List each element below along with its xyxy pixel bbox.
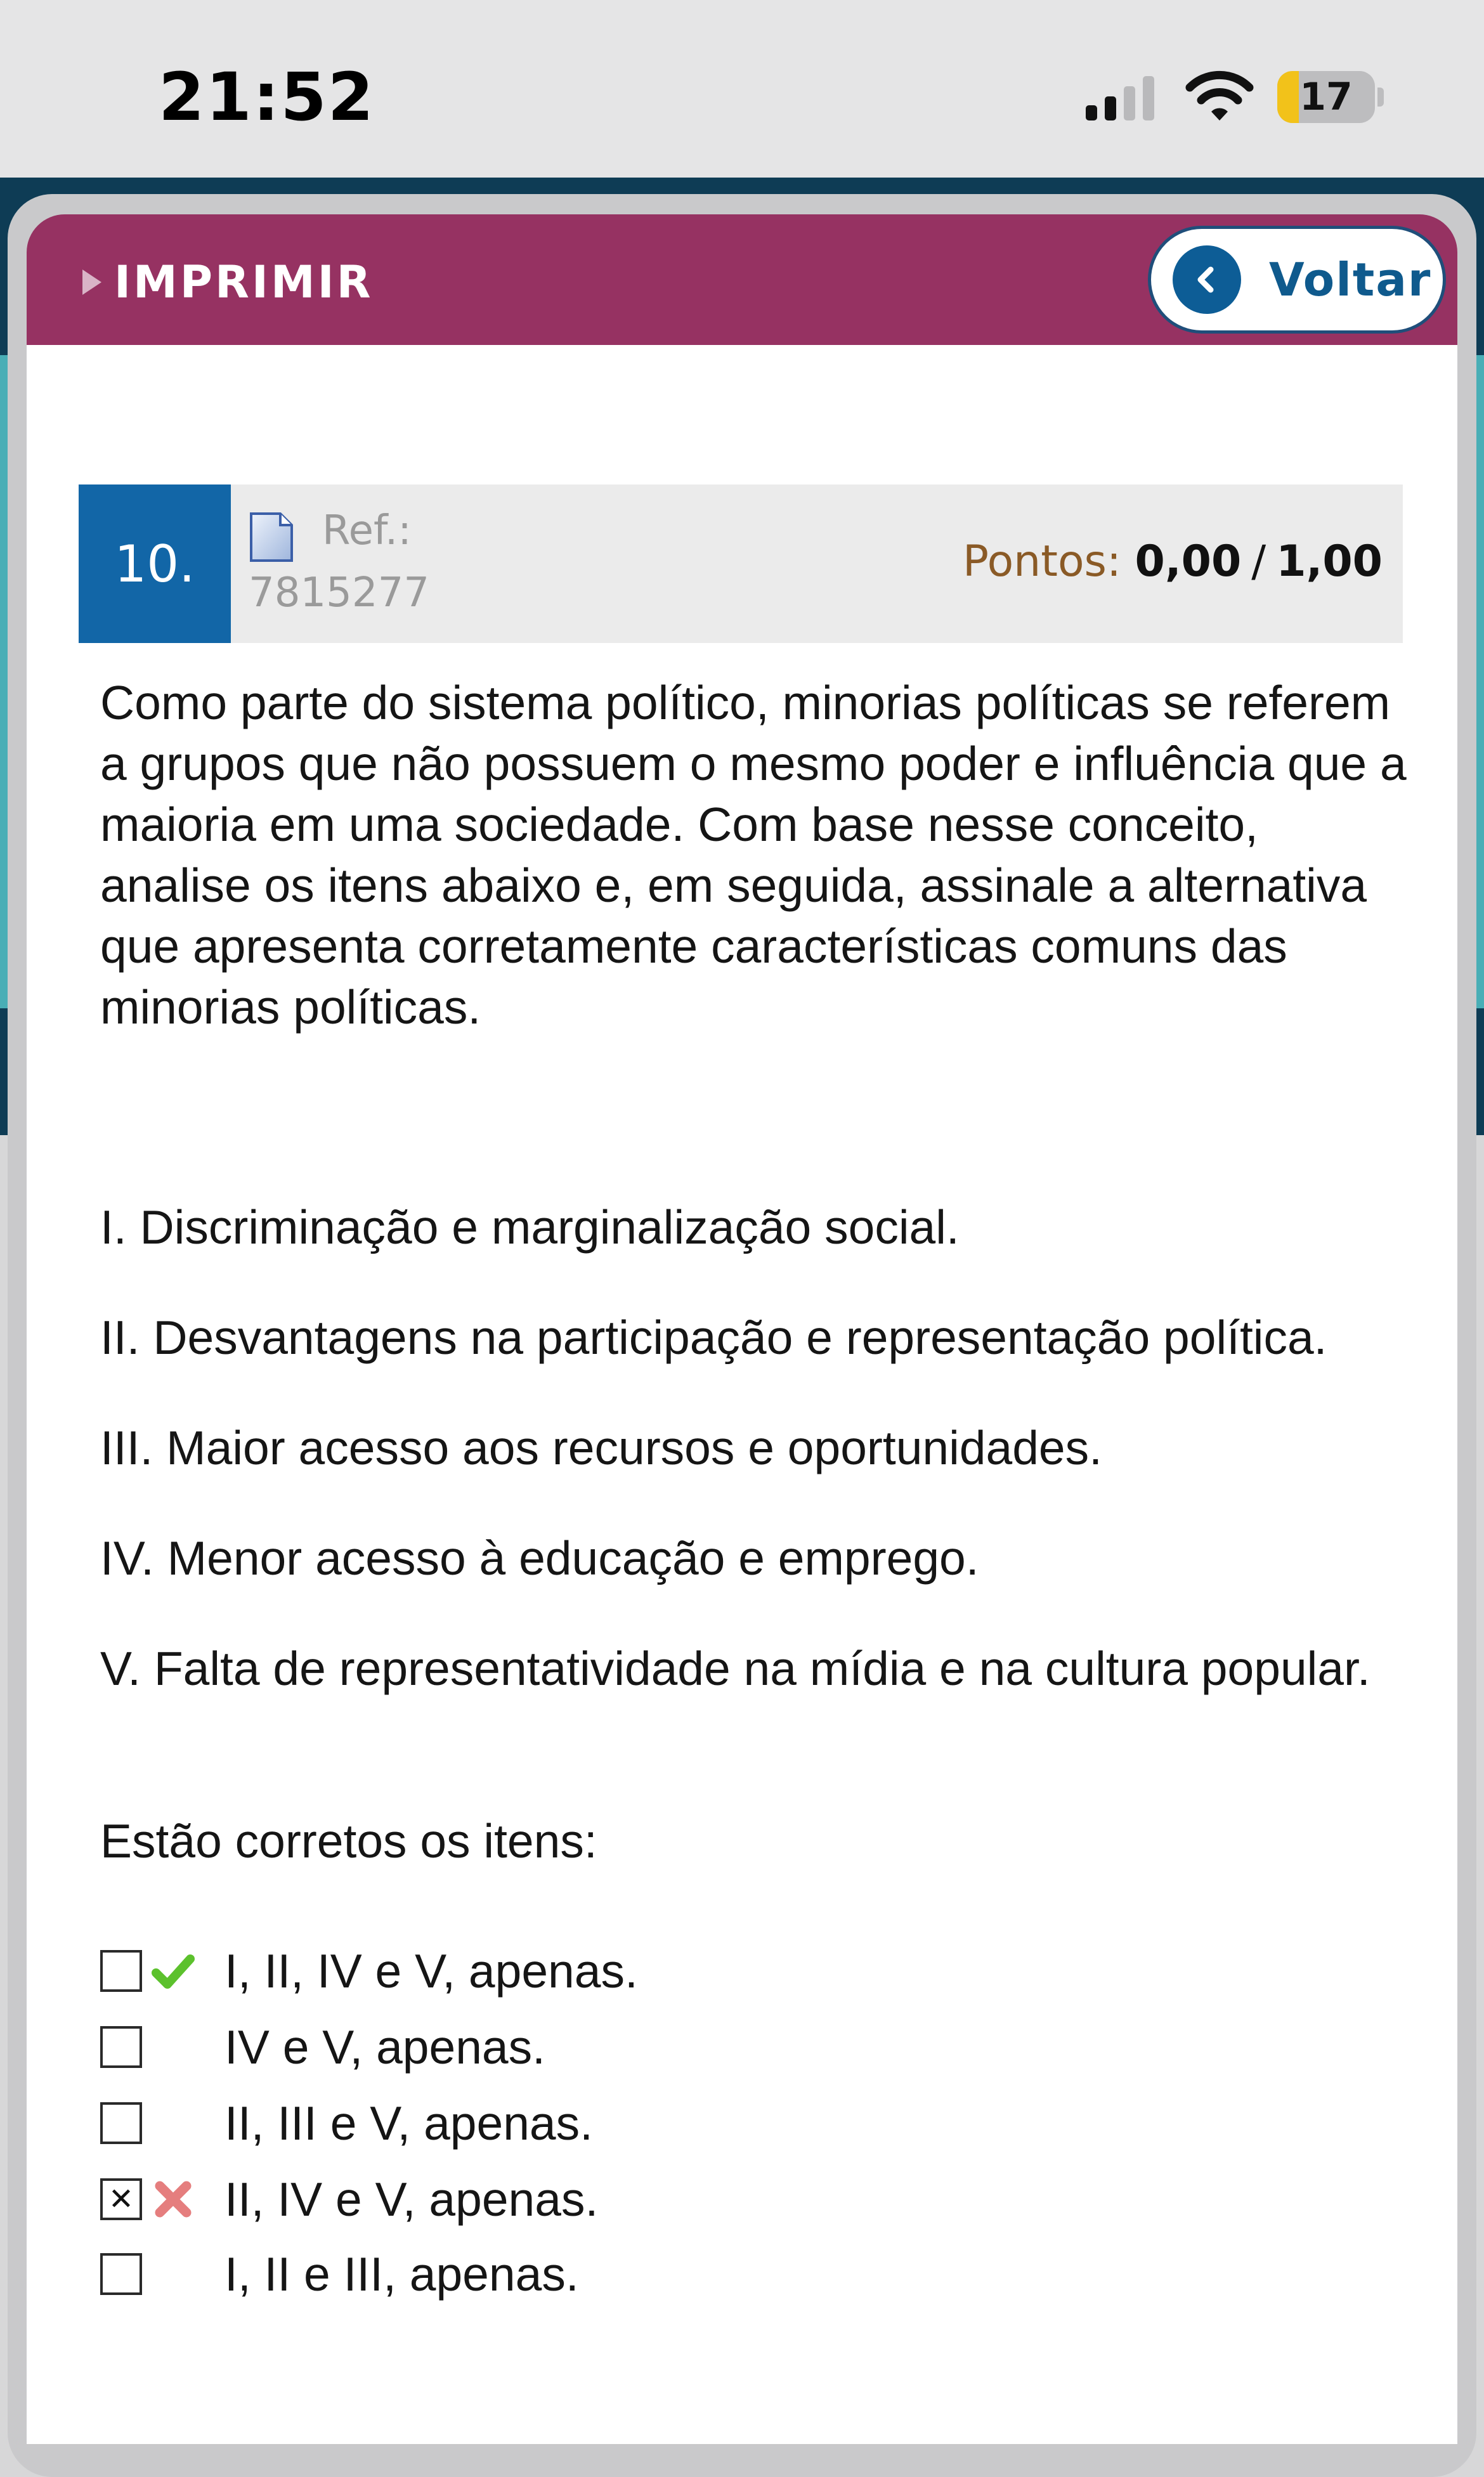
item-iii: III. Maior acesso aos recursos e oportunidades. xyxy=(100,1421,1102,1474)
points-display xyxy=(963,536,1383,587)
option-label: II, III e V, apenas. xyxy=(225,2097,593,2150)
battery-icon xyxy=(1277,71,1375,123)
cellular-signal-icon xyxy=(1084,75,1161,122)
item-ii: II. Desvantagens na participação e representação política. xyxy=(100,1311,1327,1364)
wifi-icon xyxy=(1185,68,1254,122)
ref-number: 7815277 xyxy=(249,569,430,616)
print-button[interactable] xyxy=(82,254,374,311)
question-number: 10. xyxy=(79,484,231,643)
option-checkbox[interactable] xyxy=(100,1950,142,1992)
option-checkbox[interactable] xyxy=(100,2253,142,2295)
points-label: Pontos: xyxy=(963,536,1121,587)
status-time: 21:52 xyxy=(159,58,375,136)
question-prompt: Estão corretos os itens: xyxy=(100,1814,597,1868)
ref-label: Ref.: xyxy=(322,507,412,554)
option-checkbox[interactable] xyxy=(100,2026,142,2068)
option-label: II, IV e V, apenas. xyxy=(225,2173,599,2226)
option-2[interactable] xyxy=(100,2020,545,2074)
question-statement: Como parte do sistema político, minorias políticas se referem a grupos que não possuem o mesmo poder e influência que a maioria em uma sociedade. Com base nesse conceito, analise os itens abaixo e, em seguida, assinale a alternativa que apresenta corretamente características comuns das minorias políticas. xyxy=(100,676,1407,1034)
check-mark-icon xyxy=(151,1949,195,1993)
option-1[interactable] xyxy=(100,1944,638,1998)
item-iv: IV. Menor acesso à educação e emprego. xyxy=(100,1531,979,1585)
option-3[interactable] xyxy=(100,2097,593,2150)
option-checkbox[interactable] xyxy=(100,2102,142,2144)
back-label: Voltar xyxy=(1269,253,1432,306)
option-label: I, II, IV e V, apenas. xyxy=(225,1944,638,1998)
option-label: I, II e III, apenas. xyxy=(225,2247,579,2301)
battery-nub xyxy=(1377,88,1384,107)
points-total: 1,00 xyxy=(1276,536,1383,587)
back-button[interactable] xyxy=(1148,226,1446,334)
chevron-left-icon xyxy=(1173,245,1241,314)
option-checkbox-checked[interactable] xyxy=(100,2178,142,2220)
option-5[interactable] xyxy=(100,2247,579,2301)
battery-percent: 17 xyxy=(1299,75,1353,119)
print-label: IMPRIMIR xyxy=(114,256,374,308)
points-scored: 0,00 xyxy=(1135,536,1242,587)
points-separator: / xyxy=(1251,536,1266,587)
item-i: I. Discriminação e marginalização social. xyxy=(100,1200,960,1254)
item-v: V. Falta de representatividade na mídia e na cultura popular. xyxy=(100,1642,1370,1695)
document-icon xyxy=(249,511,294,563)
option-label: IV e V, apenas. xyxy=(225,2020,545,2074)
option-4[interactable] xyxy=(100,2173,599,2226)
wrong-mark-icon xyxy=(151,2177,195,2221)
status-bar xyxy=(0,0,1484,178)
play-triangle-icon xyxy=(82,270,101,295)
